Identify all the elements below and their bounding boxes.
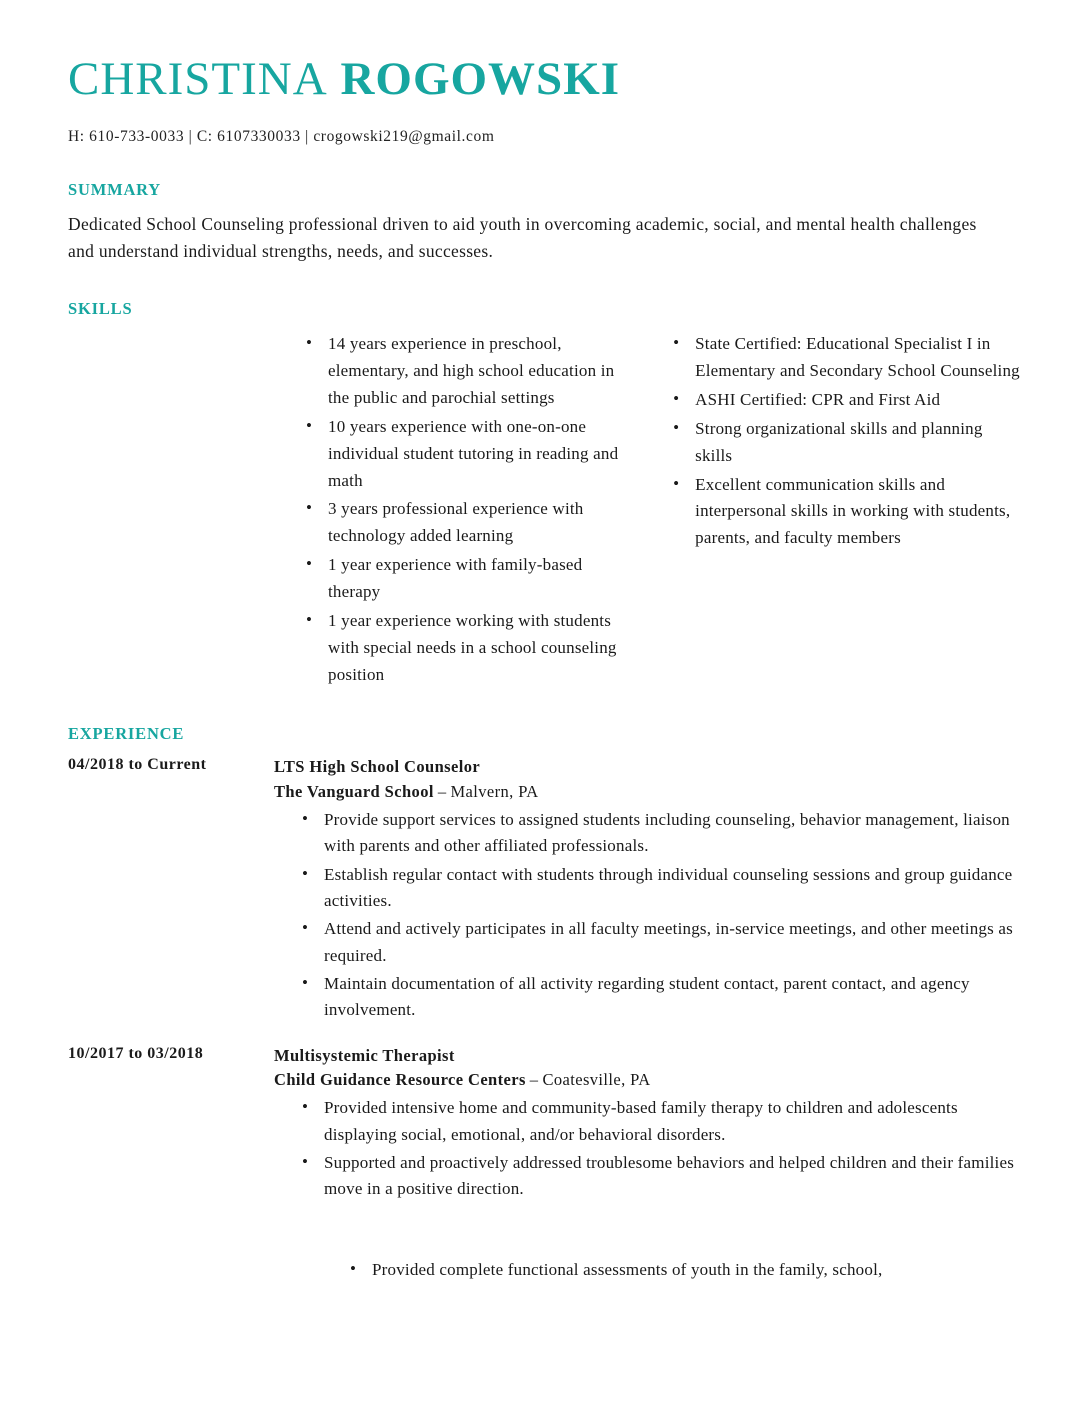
page-break-continuation [322,1257,1020,1284]
separator-dash: – [529,1070,539,1090]
experience-company-line [274,1068,1020,1093]
list-item: • Maintain documentation of all activity regarding student contact, parent contact, and agency involvement. [322,971,1020,1024]
separator-dash: – [437,782,447,802]
section-heading-summary: SUMMARY [68,180,162,200]
experience-body [274,755,1020,1025]
summary-text: Dedicated School Counseling professional driven to aid youth in overcoming academic, social, and mental health challenges and understand individual strengths, needs, and successes. [68,214,977,262]
list-item: • 14 years experience in preschool, elementary, and high school education in the public and parochial settings [326,331,633,412]
list-item: • Strong organizational skills and planning skills [693,416,1020,470]
experience-job-title: Multisystemic Therapist [274,1045,455,1065]
experience-job-title: LTS High School Counselor [274,757,481,777]
experience-company: The Vanguard School [274,782,434,802]
skills-column-right [665,331,1020,690]
experience-bullets [274,807,1020,1024]
continuation-bullets [322,1257,1020,1284]
first-name: CHRISTINA [68,53,328,105]
section-heading-experience: EXPERIENCE [68,724,185,744]
list-item: • 3 years professional experience with technology added learning [326,496,633,550]
experience-company: Child Guidance Resource Centers [274,1070,526,1090]
experience-entry [68,755,1020,1025]
experience-location: Coatesville, PA [542,1070,651,1090]
experience-bullets [274,1095,1020,1202]
last-name: ROGOWSKI [340,53,621,105]
experience-dates: 10/2017 to 03/2018 [68,1044,204,1062]
experience-entry [68,1044,1020,1205]
list-item: • 1 year experience with family-based therapy [326,552,633,606]
list-item: • State Certified: Educational Specialist I in Elementary and Secondary School Counseling [693,331,1020,385]
list-item: • 1 year experience working with students with special needs in a school counseling position [326,608,633,689]
list-item: • ASHI Certified: CPR and First Aid [693,387,1020,414]
list-item: • Supported and proactively addressed troublesome behaviors and helped children and their families move in a positive direction. [322,1150,1020,1203]
experience-dates: 04/2018 to Current [68,756,207,774]
skills-list-right [665,331,1020,552]
list-item: • Provided intensive home and community-based family therapy to children and adolescents displaying social, emotional, and/or behavioral disorders. [322,1095,1020,1148]
section-heading-skills: SKILLS [68,299,133,319]
experience-location: Malvern, PA [450,782,539,802]
list-item: • Provide support services to assigned students including counseling, behavior management, liaison with parents and other affiliated professionals. [322,807,1020,860]
experience-body [274,1044,1020,1205]
list-item: • Provided complete functional assessments of youth in the family, school, [370,1257,1020,1284]
list-item: • Attend and actively participates in all faculty meetings, in-service meetings, and other meetings as required. [322,916,1020,969]
contact-line: H: 610-733-0033 | C: 6107330033 | crogowski219@gmail.com [68,128,495,146]
page-title [68,52,1020,106]
list-item: • 10 years experience with one-on-one individual student tutoring in reading and math [326,414,633,495]
list-item: • Excellent communication skills and interpersonal skills in working with students, parents, and faculty members [693,472,1020,553]
skills-columns [298,331,1020,690]
skills-list-left [298,331,633,688]
skills-column-left [298,331,633,690]
experience-company-line [274,780,1020,805]
list-item: • Establish regular contact with students through individual counseling sessions and group guidance activities. [322,862,1020,915]
